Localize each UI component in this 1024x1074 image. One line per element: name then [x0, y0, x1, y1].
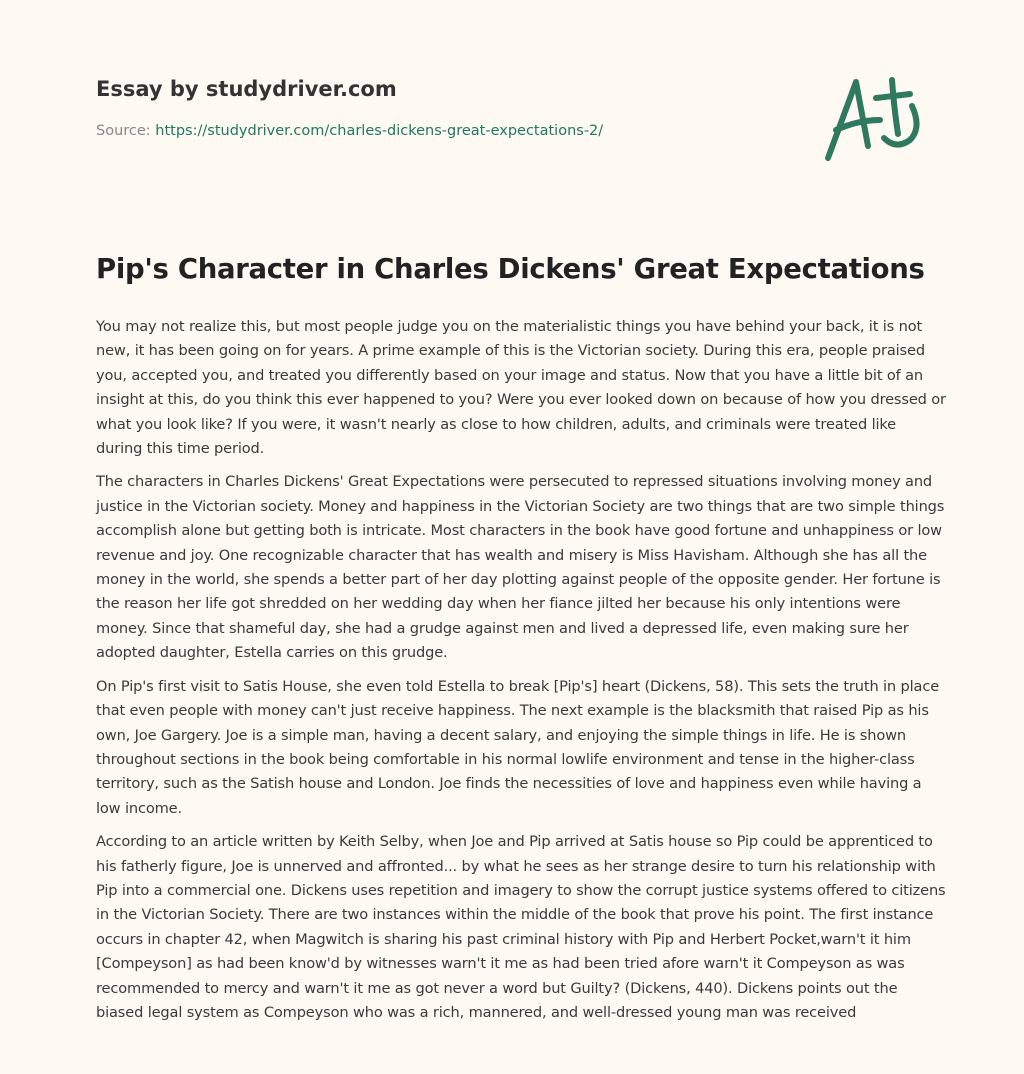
paragraph: According to an article written by Keith Selby, when Joe and Pip arrived at Satis house so Pip could be apprenticed to his fatherly figure, Joe is unnerved and affronted... by what he sees as her strange desire to turn his relationship with Pip into a commercial one. Dickens uses repetition and imagery to show the corrupt justice systems offered to citizens in the Victorian Society. There are two instances within the middle of the book that prove his point. The first instance occurs in chapter 42, when Magwitch is sharing his past criminal history with Pip and Herbert Pocket,warn't it him [Compeyson] as had been know'd by witnesses warn't it me as had been tried afore warn't it Compeyson as was recommended to mercy and warn't it me as got never a word but Guilty? (Dickens, 440). Dickens points out the biased legal system as Compeyson who was a rich, mannered, and well-dressed young man was received: [96, 833, 946, 1021]
source-label: Source:: [96, 123, 151, 139]
paragraph: The characters in Charles Dickens' Great Expectations were persecuted to repressed situations involving money and justice in the Victorian society. Money and happiness in the Victorian Society are two things that are two simple things accomplish alone but getting both is intricate. Most characters in the book have good fortune and unhappiness or low revenue and joy. One recognizable character that has wealth and misery is Miss Havisham. Although she has all the money in the world, she spends a better part of her day plotting against people of the opposite gender. Her fortune is the reason her life got shredded on her wedding day when her fiance jilted her because his only intentions were money. Since that shameful day, she had a grudge against men and lived a depressed life, even making sure her adopted daughter, Estella carries on this grudge.: [96, 473, 945, 662]
paragraph: You may not realize this, but most people judge you on the materialistic things you have behind your back, it is not new, it has been going on for years. A prime example of this is the Victorian society. During this era, people praised you, accepted you, and treated you differently based on your image and status. Now that you have a little bit of an insight at this, do you think this ever happened to you? Were you ever looked down on because of how you dressed or what you look like? If you were, it wasn't nearly as close to how children, adults, and criminals were treated like during this time period.: [96, 318, 946, 458]
article-title: Pip's Character in Charles Dickens' Great Expectations: [96, 253, 925, 285]
article-body: [96, 315, 946, 1034]
source-link[interactable]: https://studydriver.com/charles-dickens-great-expectations-2/: [155, 123, 604, 139]
source-line: [96, 123, 603, 139]
a-plus-logo-icon: [818, 68, 928, 168]
paragraph: On Pip's first visit to Satis House, she even told Estella to break [Pip's] heart (Dickens, 58). This sets the truth in place that even people with money can't just receive happiness. The next example is the blacksmith that raised Pip as his own, Joe Gargery. Joe is a simple man, having a decent salary, and enjoying the simple things in life. He is shown throughout sections in the book being comfortable in his normal lowlife environment and tense in the higher-class territory, such as the Satish house and London. Joe finds the necessities of love and happiness even while having a low income.: [96, 677, 940, 817]
site-title: Essay by studydriver.com: [96, 77, 397, 101]
